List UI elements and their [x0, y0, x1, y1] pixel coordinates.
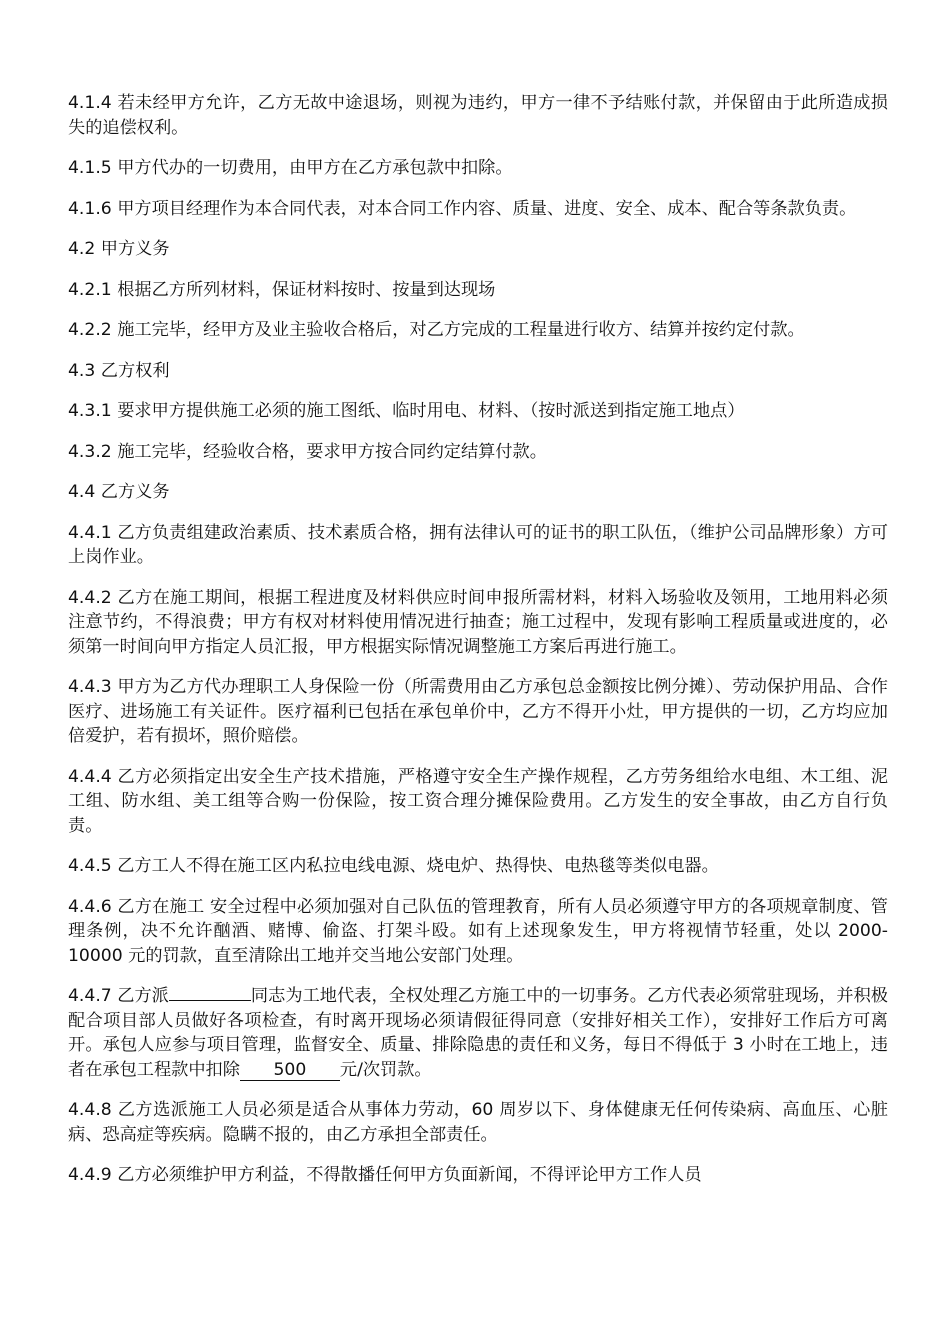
clause-4-3-1: 4.3.1 要求甲方提供施工必须的施工图纸、临时用电、材料、（按时派送到指定施工地点） — [68, 401, 745, 421]
clause-4-1-5: 4.1.5 甲方代办的一切费用，由甲方在乙方承包款中扣除。 — [68, 158, 513, 178]
clause-4-1-6: 4.1.6 甲方项目经理作为本合同代表，对本合同工作内容、质量、进度、安全、成本、配合等条款负责。 — [68, 198, 857, 219]
document-page — [68, 91, 888, 1204]
section-heading-4-4: 4.4 乙方义务 — [68, 482, 170, 502]
clause-4-4-7-text-start: 4.4.7 乙方派 — [68, 986, 169, 1006]
section-heading-4-2: 4.2 甲方义务 — [68, 239, 170, 259]
clause-4-4-7-text-middle: 同志为工地代表，全权处理乙方施工中的一切事务。乙方代表必须常驻现场，并积极配合项目部人员做好各项检查，有时离开现场必须请假征得同意（安排好相关工作），安排好工作后方可离开。承包人应参与项目管理，监督安全、质量、排除隐患的责任和义务，每日不得低于 3 小时在工地上，违者在承包工程款中扣除 — [68, 986, 888, 1080]
clause-4-4-2: 4.4.2 乙方在施工期间，根据工程进度及材料供应时间申报所需材料，材料入场验收及领用，工地用料必须注意节约，不得浪费；甲方有权对材料使用情况进行抽查；施工过程中，发现有影响工程质量或进度的，必须第一时间向甲方指定人员汇报，甲方根据实际情况调整施工方案后再进行施工。 — [68, 587, 888, 657]
clause-4-4-6: 4.4.6 乙方在施工 安全过程中必须加强对自己队伍的管理教育，所有人员必须遵守甲方的各项规章制度、管理条例，决不允许酗酒、赌博、偷盗、打架斗殴。如有上述现象发生，甲方将视情节轻重，处以 2000-10000 元的罚款，直至清除出工地并交当地公安部门处理。 — [68, 896, 888, 966]
representative-name-blank — [169, 1000, 251, 1001]
clause-4-4-7 — [68, 984, 888, 1082]
clause-4-3-2: 4.3.2 施工完毕，经验收合格，要求甲方按合同约定结算付款。 — [68, 441, 547, 462]
clause-4-4-1: 4.4.1 乙方负责组建政治素质、技术素质合格，拥有法律认可的证书的职工队伍，（维护公司品牌形象）方可上岗作业。 — [68, 522, 888, 567]
clause-4-1-4: 4.1.4 若未经甲方允许，乙方无故中途退场，则视为违约，甲方一律不予结账付款，并保留由于此所造成损失的追偿权利。 — [68, 93, 888, 138]
clause-4-4-7-text-end: 元/次罚款。 — [339, 1059, 432, 1080]
clause-4-4-8: 4.4.8 乙方选派施工人员必须是适合从事体力劳动，60 周岁以下、身体健康无任何传染病、高血压、心脏病、恐高症等疾病。隐瞒不报的，由乙方承担全部责任。 — [68, 1100, 888, 1145]
clause-4-4-3: 4.4.3 甲方为乙方代办理职工人身保险一份（所需费用由乙方承包总金额按比例分摊）、劳动保护用品、合作医疗、进场施工有关证件。医疗福利已包括在承包单价中，乙方不得开小灶，甲方提供的一切，乙方均应加倍爱护，若有损坏，照价赔偿。 — [68, 677, 888, 746]
penalty-amount-blank: 500 — [240, 1060, 340, 1081]
clause-4-2-2: 4.2.2 施工完毕，经甲方及业主验收合格后，对乙方完成的工程量进行收方、结算并按约定付款。 — [68, 320, 805, 340]
clause-4-4-9: 4.4.9 乙方必须维护甲方利益，不得散播任何甲方负面新闻，不得评论甲方工作人员 — [68, 1165, 702, 1185]
clause-4-4-5: 4.4.5 乙方工人不得在施工区内私拉电线电源、烧电炉、热得快、电热毯等类似电器。 — [68, 856, 719, 876]
clause-4-2-1: 4.2.1 根据乙方所列材料，保证材料按时、按量到达现场 — [68, 279, 496, 300]
clause-4-4-4: 4.4.4 乙方必须指定出安全生产技术措施，严格遵守安全生产操作规程，乙方劳务组给水电组、木工组、泥工组、防水组、美工组等合购一份保险，按工资合理分摊保险费用。乙方发生的安全事故，由乙方自行负责。 — [68, 766, 888, 836]
section-heading-4-3: 4.3 乙方权利 — [68, 360, 170, 381]
